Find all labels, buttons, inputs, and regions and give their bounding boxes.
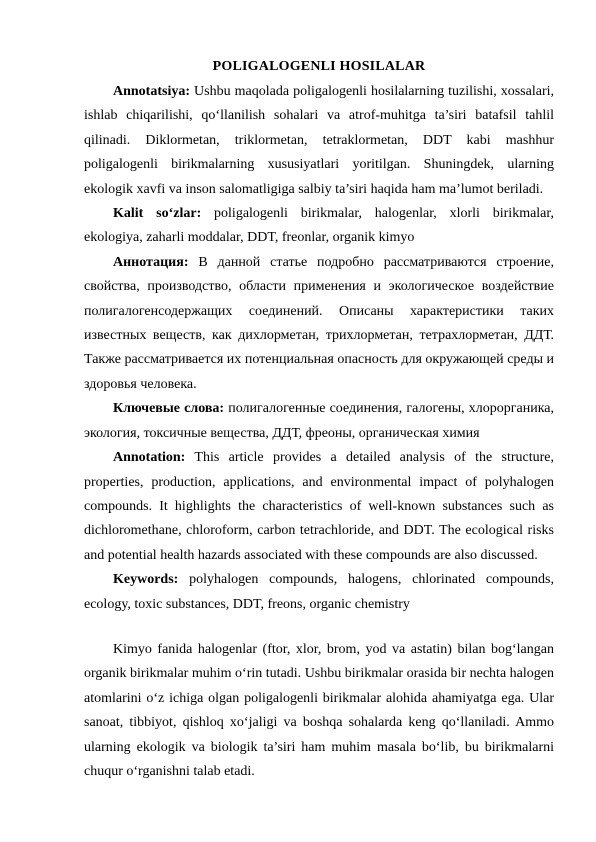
uz-keywords-label: Kalit so‘zlar:	[113, 206, 202, 222]
ru-keywords-label: Ключевые слова:	[113, 401, 225, 417]
article-title: POLIGALOGENLI HOSILALAR	[212, 59, 426, 74]
ru-keywords-text: полигалогенные соединения, галогены, хлорорганика, экология, токсичные вещества, ДДТ, фреоны, органическая химия	[84, 401, 554, 441]
en-abstract-text: This article provides a detailed analysis of the structure, properties, production, applications, and environmental impact of polyhalogen compounds. It highlights the characteristics of well-known substances such as dichloromethane, chloroform, carbon tetrachloride, and DDT. The ecological risks and potential health hazards associated with these compounds are also discussed.	[84, 450, 554, 563]
uz-abstract-label: Annotatsiya:	[113, 84, 191, 99]
en-abstract	[84, 446, 554, 568]
en-keywords-label: Keywords:	[113, 572, 179, 588]
body-paragraph: Kimyo fanida halogenlar (ftor, xlor, brom, yod va astatin) bilan bog‘langan organik birikmalar muhim o‘rin tutadi. Ushbu birikmalar orasida bir nechta halogen atomlarini o‘z ichiga olgan poligalogenli birikmalar alohida ahamiyatga ega. Ular sanoat, tibbiyot, qishloq xo‘jaligi va boshqa sohalarda keng qo‘llaniladi. Ammo ularning ekologik va biologik ta’siri ham muhim masala bo‘lib, bu birikmalarni chuqur o‘rganishni talab etadi.	[84, 641, 554, 779]
paragraph-spacer	[84, 617, 554, 638]
en-keywords-text: polyhalogen compounds, halogens, chlorinated compounds, ecology, toxic substances, DDT, freons, organic chemistry	[84, 572, 554, 612]
ru-keywords	[84, 397, 554, 446]
uz-keywords	[84, 202, 554, 251]
uz-keywords-text: poligalogenli birikmalar, halogenlar, xlorli birikmalar, ekologiya, zaharli moddalar, DDT, freonlar, organik kimyo	[84, 206, 555, 246]
uz-abstract-text: Ushbu maqolada poligalogenli hosilalarning tuzilishi, xossalari, ishlab chiqarilishi, qo‘llanilish sohalari va atrof-muhitga ta’siri batafsil tahlil qilinadi. Diklormetan, triklormetan, tetraklormetan, DDT kabi mashhur poligalogenli birikmalarning xususiyatlari yoritilgan. Shuningdek, ularning ekologik xavfi va inson salomatligiga salbiy ta’siri haqida ham ma’lumot beriladi.	[84, 84, 554, 197]
uz-abstract	[84, 80, 554, 202]
ru-abstract-text: В данной статье подробно рассматриваются строение, свойства, производство, области применения и экологическое воздействие полигалогенсодержащих соединений. Описаны характеристики таких известных веществ, как дихлорметан, трихлорметан, тетрахлорметан, ДДТ. Также рассматривается их потенциальная опасность для окружающей среды и здоровья человека.	[84, 254, 554, 392]
en-keywords	[84, 568, 554, 617]
ru-abstract-label: Аннотация:	[113, 254, 189, 270]
ru-abstract	[84, 251, 554, 397]
en-abstract-label: Annotation:	[113, 450, 186, 466]
